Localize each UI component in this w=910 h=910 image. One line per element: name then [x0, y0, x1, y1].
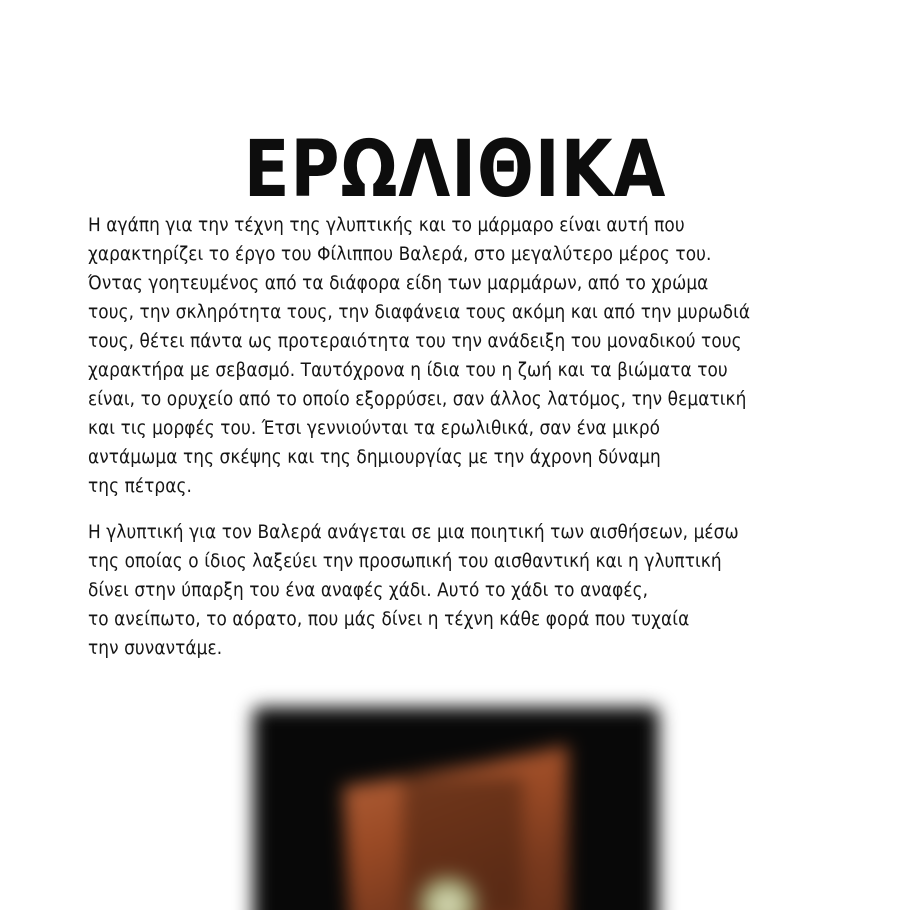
paragraph-intro [88, 211, 828, 501]
text-line: Η αγάπη για την τέχνη της γλυπτικής και το μάρμαρο είναι αυτή που [88, 215, 685, 236]
text-line: Όντας γοητευμένος από τα διάφορα είδη των μαρμάρων, από το χρώμα [88, 273, 709, 294]
text-line: το ανείπωτο, το αόρατο, που μάς δίνει η τέχνη κάθε φορά που τυχαία [88, 609, 690, 630]
inlay-highlight [413, 875, 483, 910]
text-line: χαρακτήρα με σεβασμό. Ταυτόχρονα η ίδια του η ζωή και τα βιώματα του [88, 360, 728, 381]
text-line: Η γλυπτική για τον Βαλερά ανάγεται σε μια ποιητική των αισθήσεων, μέσω [88, 522, 739, 543]
text-line: είναι, το ορυχείο από το οποίο εξορρύσει, σαν άλλος λατόμος, την θεματική [88, 389, 747, 410]
text-line: δίνει στην ύπαρξη του ένα αναφές χάδι. Αυτό το χάδι το αναφές, [88, 580, 649, 601]
sculpture-photo [253, 707, 659, 910]
text-line: την συναντάμε. [88, 638, 223, 659]
text-line: της οποίας ο ίδιος λαξεύει την προσωπική του αισθαντική και η γλυπτική [88, 551, 722, 572]
page-title: ΕΡΩΛΙΘΙΚΑ [243, 125, 667, 216]
text-line: τους, την σκληρότητα τους, την διαφάνεια τους ακόμη και από την μυρωδιά [88, 302, 751, 323]
text-line: αντάμωμα της σκέψης και της δημιουργίας με την άχρονη δύναμη [88, 447, 661, 468]
paragraph-sculpture [88, 518, 828, 663]
text-line: και τις μορφές του. Έτσι γεννιούνται τα ερωλιθικά, σαν ένα μικρό [88, 418, 661, 439]
text-line: χαρακτηρίζει το έργο του Φίλιππου Βαλερά, στο μεγαλύτερο μέρος του. [88, 244, 712, 265]
text-line: της πέτρας. [88, 476, 192, 497]
text-line: τους, θέτει πάντα ως προτεραιότητα του την ανάδειξη του μοναδικού τους [88, 331, 742, 352]
